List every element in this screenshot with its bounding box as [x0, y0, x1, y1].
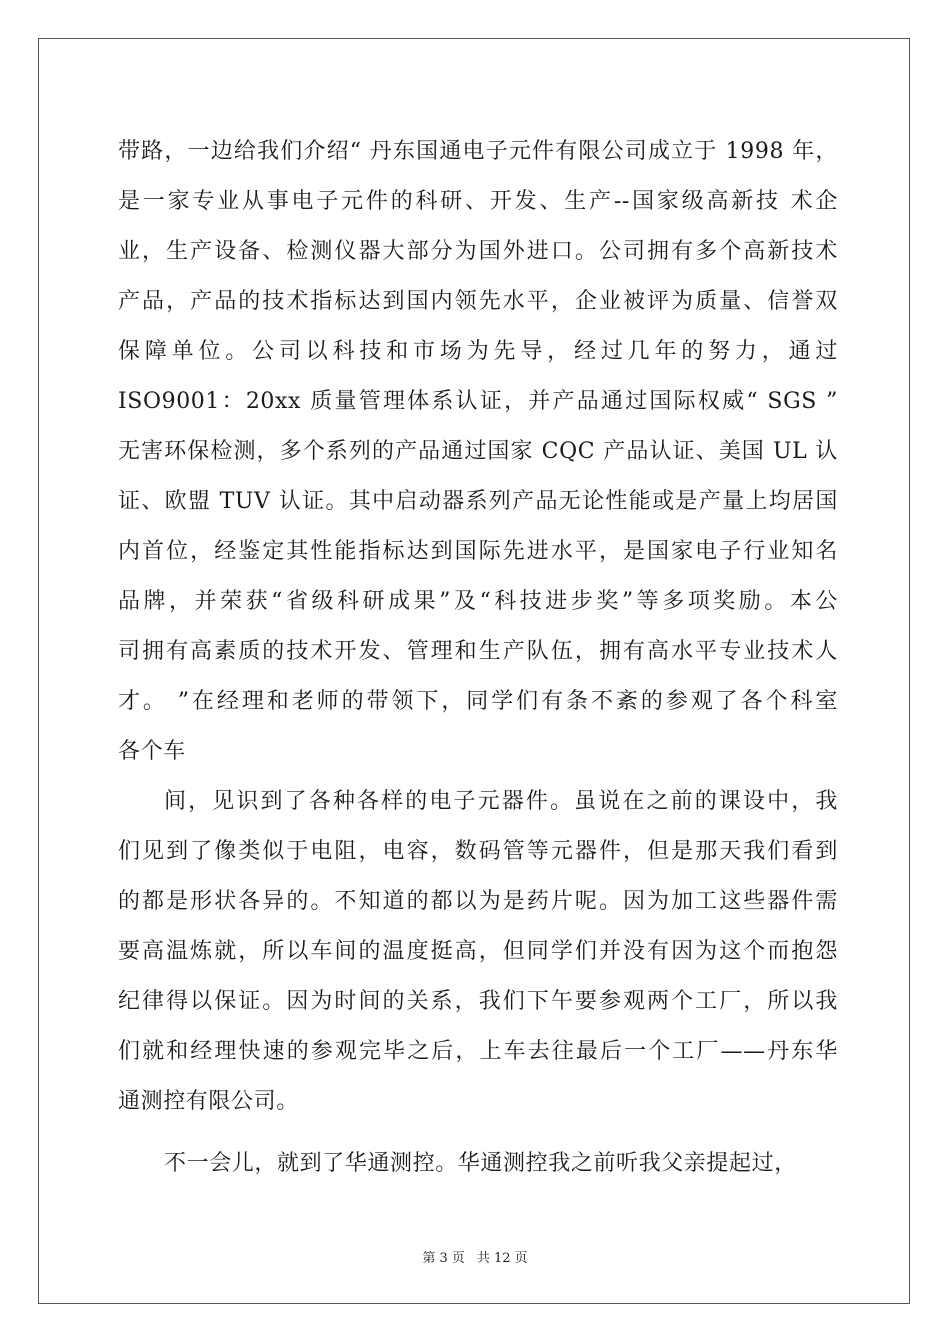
paragraph-line: 品牌，并荣获“省级科研成果”及“科技进步奖”等多项奖励。本公	[118, 589, 838, 614]
paragraph-line: 带路，一边给我们介绍“ 丹东国通电子元件有限公司成立于 1998 年，	[118, 139, 838, 164]
paragraph-line: 业，生产设备、检测仪器大部分为国外进口。公司拥有多个高新技术	[118, 239, 838, 264]
paragraph-line: 内首位，经鉴定其性能指标达到国际先进水平，是国家电子行业知名	[118, 539, 838, 564]
paragraph-line: 证、欧盟 TUV 认证。其中启动器系列产品无论性能或是产量上均居国	[118, 489, 838, 514]
paragraph-line: 间，见识到了各种各样的电子元器件。虽说在之前的课设中，我	[164, 789, 838, 814]
page-number: 第 3 页	[422, 1251, 465, 1266]
paragraph-line: 是一家专业从事电子元件的科研、开发、生产--国家级高新技 术企	[118, 189, 838, 214]
paragraph-line: 保障单位。公司以科技和市场为先导，经过几年的努力，通过	[118, 339, 838, 364]
paragraph-line: 无害环保检测，多个系列的产品通过国家 CQC 产品认证、美国 UL 认	[118, 439, 838, 464]
paragraph-line: 要高温炼就，所以车间的温度挺高，但同学们并没有因为这个而抱怨	[118, 939, 838, 964]
page-total: 共 12 页	[476, 1251, 528, 1266]
paragraph-line: 才。 ”在经理和老师的带领下，同学们有条不紊的参观了各个科室	[118, 689, 838, 714]
paragraph-gap	[118, 1127, 838, 1139]
paragraph-line: 各个车	[118, 739, 186, 764]
paragraph-line: ISO9001：20xx 质量管理体系认证，并产品通过国际权威“ SGS ”	[118, 389, 838, 414]
page-footer	[0, 1247, 950, 1266]
paragraph-line: 们就和经理快速的参观完毕之后，上车去往最后一个工厂——丹东华	[118, 1039, 838, 1064]
paragraph-line: 的都是形状各异的。不知道的都以为是药片呢。因为加工这些器件需	[118, 889, 838, 914]
paragraph-line: 不一会儿，就到了华通测控。华通测控我之前听我父亲提起过，	[164, 1151, 797, 1176]
paragraph-line: 产品，产品的技术指标达到国内领先水平，企业被评为质量、信誉双	[118, 289, 838, 314]
paragraph-line: 们见到了像类似于电阻，电容，数码管等元器件，但是那天我们看到	[118, 839, 838, 864]
paragraph-line: 纪律得以保证。因为时间的关系，我们下午要参观两个工厂，所以我	[118, 989, 838, 1014]
paragraph-line: 司拥有高素质的技术开发、管理和生产队伍，拥有高水平专业技术人	[118, 639, 838, 664]
document-body	[118, 127, 838, 1189]
paragraph-line: 通测控有限公司。	[118, 1089, 299, 1114]
